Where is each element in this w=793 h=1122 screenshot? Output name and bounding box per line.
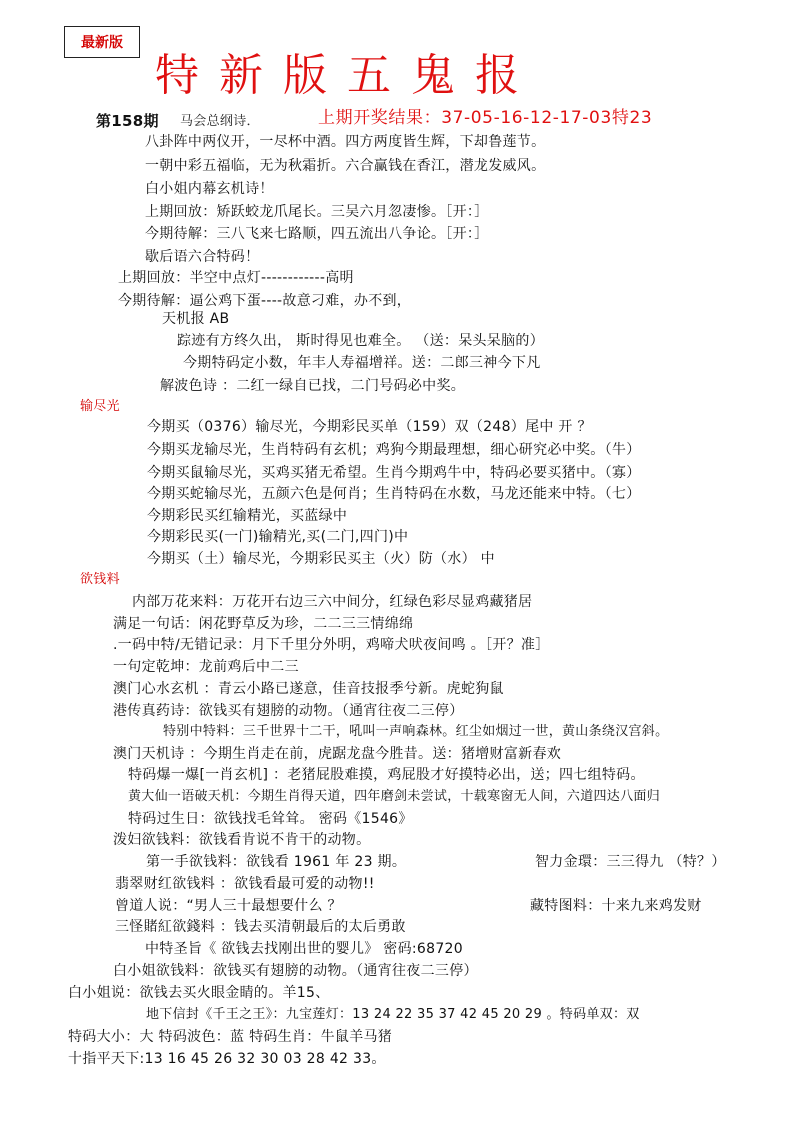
last-draw-result: 上期开奖结果：37-05-16-12-17-03特23 <box>318 108 653 128</box>
text-line: 一句定乾坤：龙前鸡后中二三 <box>113 659 299 675</box>
text-line: 泼妇欲钱料：欲钱看肯说不肯干的动物。 <box>113 832 371 848</box>
poem-line: 八卦阵中两仪开，一尽杯中酒。四方两度皆生辉，下却鲁莲节。 <box>145 134 546 150</box>
text-line: 智力金環：三三得九 （特？） <box>535 854 726 870</box>
text-line: 满足一句话：闲花野草反为珍，二二三三情绵绵 <box>113 616 414 632</box>
text-line: 今期买鼠输尽光，买鸡买猪无希望。生肖今期鸡牛中，特码必要买猪中。（寡） <box>147 465 641 481</box>
text-line: 上期回放：矫跃蛟龙爪尾长。三吴六月忽凄惨。［开：］ <box>145 204 489 220</box>
section-heading: 歇后语六合特码！ <box>145 249 260 265</box>
text-line: 特码爆一爆[一肖玄机] ：老猪屁股难摸，鸡屁股才好摸特必出，送；四七组特码。 <box>128 767 645 783</box>
issue-number: 第158期 <box>96 112 159 130</box>
poem-line: 一朝中彩五福临，无为秋霜折。六合赢钱在香江，潜龙发威风。 <box>145 158 546 174</box>
text-line: 特别中特料：三千世界十二干，吼叫一声响森林。红尘如烟过一世，黄山条绕汉宫斜。 <box>163 724 669 739</box>
text-line: .一码中特/无错记录：月下千里分外明，鸡啼犬吠夜间鸣 。［开？准］ <box>113 637 550 653</box>
text-line: 内部万花来料：万花开右边三六中间分，红绿色彩尽显鸡藏猪居 <box>132 594 533 610</box>
page-title: 特新版五鬼报 <box>155 50 539 101</box>
text-line: 澳门天机诗 ：今期生肖走在前，虎踞龙盘今胜昔。送：猪增财富新春欢 <box>113 746 562 762</box>
text-line: 特码过生日：欲钱找毛耸耸。 密码《1546》 <box>128 811 413 827</box>
text-line: 今期买（0376）输尽光，今期彩民买单（159）双（248）尾中 开 ？ <box>147 419 592 435</box>
text-line: 解波色诗 ：二红一绿自已找，二门号码必中奖。 <box>160 378 466 394</box>
text-line: 踪迹有方终久出， 斯时得见也难全。 （送：呆头呆脑的） <box>177 333 544 349</box>
text-line: 今期彩民买红输精光，买蓝绿中 <box>147 508 348 524</box>
text-line: 上期回放：半空中点灯------------高明 <box>118 270 354 286</box>
text-line: 今期买蛇输尽光，五颜六色是何肖；生肖特码在水数，马龙还能来中特。（七） <box>147 486 641 502</box>
section-label-lose-all: 输尽光 <box>80 399 120 414</box>
text-line: 特码大小：大 特码波色：蓝 特码生肖：牛鼠羊马猪 <box>68 1029 393 1045</box>
text-line: 翡翠财红欲钱料 ：欲钱看最可爱的动物!! <box>115 876 375 892</box>
section-label-money-material: 欲钱料 <box>80 572 120 587</box>
issue-subtitle: 马会总纲诗． <box>180 114 260 129</box>
text-line: 十指平天下:13 16 45 26 32 30 03 28 42 33。 <box>68 1051 386 1067</box>
text-line: 黄大仙一语破天机：今期生肖得天道，四年磨剑未尝试，十载寒窗无人间，六道四达八面归 <box>128 789 661 804</box>
text-line: 今期彩民买(一门)输精光,买(二门,四门)中 <box>147 529 409 545</box>
text-line: 三怪賭紅欲錢料 ：钱去买清朝最后的太后勇敢 <box>115 919 406 935</box>
text-line: 藏特图料：十来九来鸡发财 <box>530 898 702 914</box>
text-line: 地下信封《千王之王》：九宝莲灯：13 24 22 35 37 42 45 20 29 。特码单双：双 <box>146 1007 640 1022</box>
section-heading: 白小姐内幕玄机诗！ <box>145 181 274 197</box>
text-line: 曾道人说：“男人三十最想要什么 ？ <box>115 898 342 914</box>
text-line: 今期特码定小数，年丰人寿福增祥。送：二郎三神今下凡 <box>183 355 541 371</box>
text-line: 今期待解：三八飞来七路顺，四五流出八争论。［开：］ <box>145 226 489 242</box>
text-line: 今期买龙输尽光，生肖特码有玄机；鸡狗今期最理想，细心研究必中奖。（牛） <box>147 442 641 458</box>
text-line: 中特圣旨《 欲钱去找刚出世的婴儿》 密码:68720 <box>145 941 463 957</box>
latest-edition-badge: 最新版 <box>64 26 140 58</box>
section-heading: 天机报 AB <box>162 311 230 327</box>
text-line: 今期待解：逼公鸡下蛋----故意刁难，办不到， <box>118 293 412 309</box>
text-line: 今期买（土）输尽光，今期彩民买主（火）防（水） 中 <box>147 551 495 567</box>
text-line: 第一手欲钱料：欲钱看 1961 年 23 期。 <box>146 854 407 870</box>
text-line: 白小姐说：欲钱去买火眼金睛的。羊15、 <box>68 985 330 1001</box>
text-line: 港传真药诗：欲钱买有翅膀的动物。（通宵往夜二三停） <box>113 703 464 719</box>
text-line: 白小姐欲钱料：欲钱买有翅膀的动物。（通宵往夜二三停） <box>113 963 478 979</box>
text-line: 澳门心水玄机 ：青云小路已遂意，佳音技报季兮新。虎蛇狗鼠 <box>113 681 504 697</box>
